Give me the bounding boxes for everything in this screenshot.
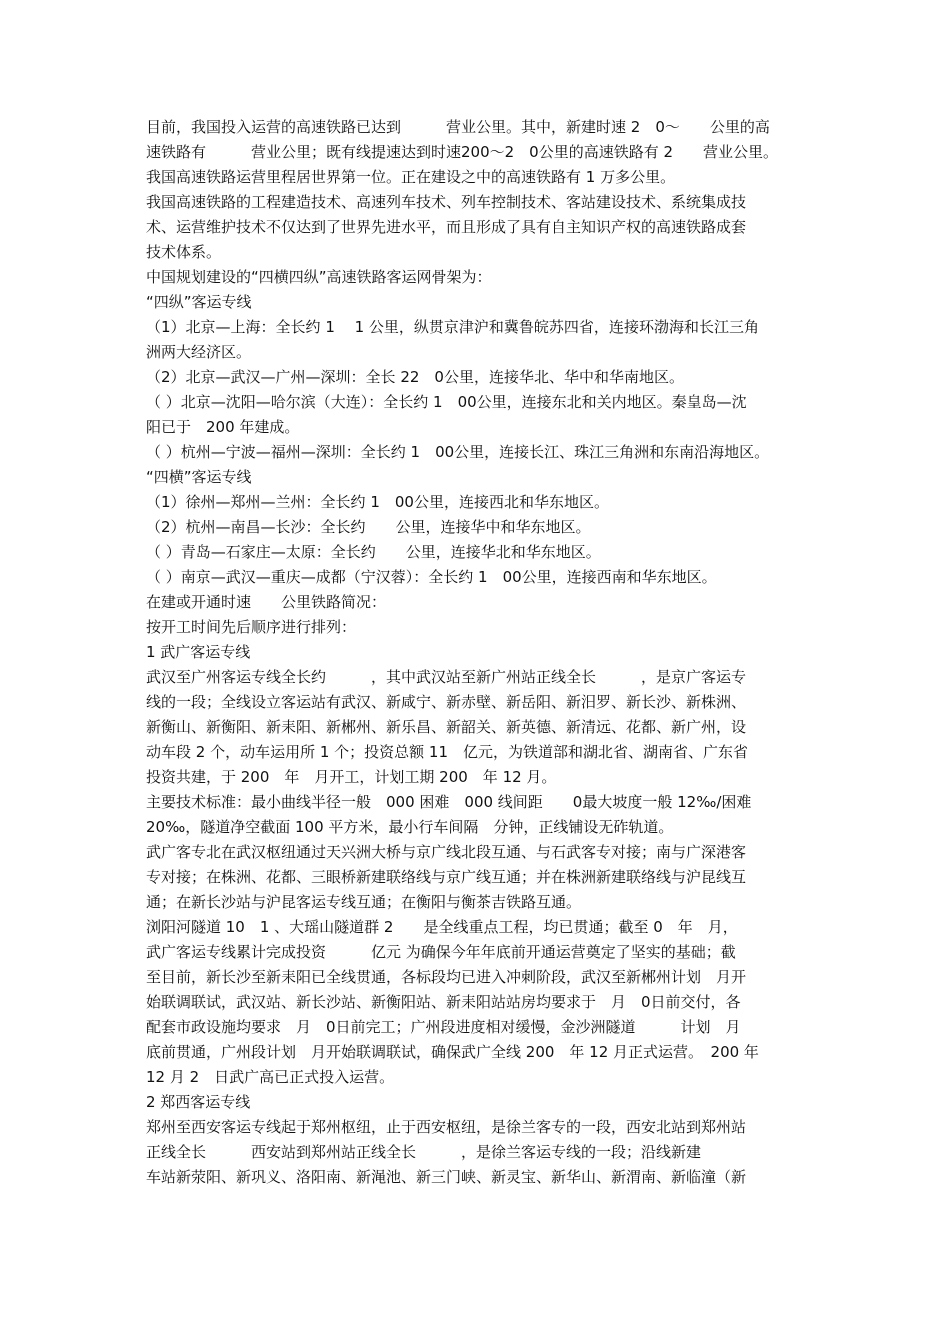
text-line: 按开工时间先后顺序进行排列： [146,618,357,636]
section-heading: “四横”客运专线 [146,468,252,486]
text-line: 阳已于 200 年建成。 [146,418,300,436]
text-line: 目前，我国投入运营的高速铁路已达到 营业公里。其中，新建时速 2 0～ 公里的高 [146,118,770,136]
text-line: 底前贯通，广州段计划 月开始联调联试，确保武广全线 200 年 12 月正式运营。 200 年 [146,1043,759,1061]
section-heading: 1 武广客运专线 [146,643,251,661]
text-line: 术、运营维护技术不仅达到了世界先进水平，而且形成了具有自主知识产权的高速铁路成套 [146,218,747,236]
text-line: 洲两大经济区。 [146,343,252,361]
text-line: 我国高速铁路运营里程居世界第一位。正在建设之中的高速铁路有 1 万多公里。 [146,168,676,186]
text-line: 专对接；在株洲、花都、三眼桥新建联络线与京广线互通；并在株洲新建联络线与沪昆线互 [146,868,747,886]
text-line: （ ）南京—武汉—重庆—成都（宁汉蓉）：全长约 1 00公里，连接西南和华东地区。 [146,568,717,586]
text-line: 武广客运专线累计完成投资 亿元 为确保今年年底前开通运营奠定了坚实的基础；截 [146,943,736,961]
section-heading: 2 郑西客运专线 [146,1093,251,1111]
text-line: 至目前，新长沙至新耒阳已全线贯通，各标段均已进入冲刺阶段，武汉至新郴州计划 月开 [146,968,747,986]
text-line: 线的一段；全线设立客运站有武汉、新咸宁、新赤壁、新岳阳、新汨罗、新长沙、新株洲、 [146,693,747,711]
text-line: 速铁路有 营业公里；既有线提速达到时速200～2 0公里的高速铁路有 2 营业公里。 [146,143,779,161]
text-line: （ ）青岛—石家庄—太原：全长约 公里，连接华北和华东地区。 [146,543,601,561]
text-line: 中国规划建设的“四横四纵”高速铁路客运网骨架为： [146,268,492,286]
text-line: 新衡山、新衡阳、新耒阳、新郴州、新乐昌、新韶关、新英德、新清远、花都、新广州，设 [146,718,747,736]
text-line: （1）徐州—郑州—兰州：全长约 1 00公里，连接西北和华东地区。 [146,493,609,511]
text-line: 通；在新长沙站与沪昆客运专线互通；在衡阳与衡茶吉铁路互通。 [146,893,582,911]
text-line: （1）北京—上海：全长约 1 1 公里，纵贯京津沪和冀鲁皖苏四省，连接环渤海和长江三角 [146,318,759,336]
text-line: 动车段 2 个，动车运用所 1 个；投资总额 11 亿元，为铁道部和湖北省、湖南省、广东省 [146,743,749,761]
text-line: 始联调联试，武汉站、新长沙站、新衡阳站、新耒阳站站房均要求于 月 0日前交付，各 [146,993,741,1011]
text-line: 主要技术标准：最小曲线半径一般 000 困难 000 线间距 0最大坡度一般 12‰/困难 [146,793,752,811]
text-line: （2）北京—武汉—广州—深圳：全长 22 0公里，连接华北、华中和华南地区。 [146,368,684,386]
text-line: 正线全长 西安站到郑州站正线全长 ，是徐兰客运专线的一段；沿线新建 [146,1143,702,1161]
text-line: 12 月 2 日武广高已正式投入运营。 [146,1068,395,1086]
text-line: （2）杭州—南昌—长沙：全长约 公里，连接华中和华东地区。 [146,518,591,536]
text-line: （ ）杭州—宁波—福州—深圳：全长约 1 00公里，连接长江、珠江三角洲和东南沿海地区。 [146,443,770,461]
text-line: 浏阳河隧道 10 1 、大瑶山隧道群 2 是全线重点工程，均已贯通；截至 0 年 月， [146,918,738,936]
text-line: 车站新荥阳、新巩义、洛阳南、新渑池、新三门峡、新灵宝、新华山、新渭南、新临潼（新 [146,1168,747,1186]
text-line: 投资共建，于 200 年 月开工，计划工期 200 年 12 月。 [146,768,557,786]
text-line: 我国高速铁路的工程建造技术、高速列车技术、列车控制技术、客站建设技术、系统集成技 [146,193,747,211]
text-line: 技术体系。 [146,243,222,261]
text-line: 在建或开通时速 公里铁路简况： [146,593,387,611]
text-line: 20‰，隧道净空截面 100 平方米，最小行车间隔 分钟，正线铺设无砟轨道。 [146,818,674,836]
text-line: 配套市政设施均要求 月 0日前完工；广州段进度相对缓慢，金沙洲隧道 计划 月 [146,1018,741,1036]
document-body [146,115,814,1190]
text-line: 武汉至广州客运专线全长约 ，其中武汉站至新广州站正线全长 ，是京广客运专 [146,668,747,686]
text-line: 郑州至西安客运专线起于郑州枢纽，止于西安枢纽，是徐兰客专的一段，西安北站到郑州站 [146,1118,747,1136]
text-line: 武广客专北在武汉枢纽通过天兴洲大桥与京广线北段互通、与石武客专对接；南与广深港客 [146,843,747,861]
text-line: （ ）北京—沈阳—哈尔滨（大连）：全长约 1 00公里，连接东北和关内地区。秦皇岛—沈 [146,393,747,411]
section-heading: “四纵”客运专线 [146,293,252,311]
